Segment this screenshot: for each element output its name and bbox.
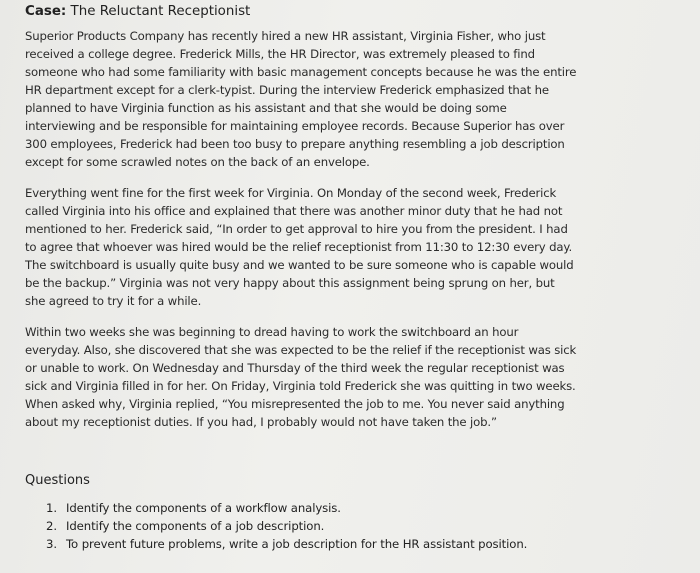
questions-heading: Questions: [25, 473, 90, 488]
question-text: Identify the components of a workflow analysis.: [66, 501, 341, 515]
case-title-text: The Reluctant Receptionist: [70, 4, 251, 19]
question-item: [46, 517, 672, 535]
question-number: 1.: [46, 501, 57, 515]
questions-list: [25, 499, 672, 553]
case-label: Case:: [25, 4, 67, 19]
question-text: To prevent future problems, write a job description for the HR assistant position.: [66, 537, 528, 551]
case-title: [25, 0, 672, 22]
case-paragraph-1: Superior Products Company has recently hired a new HR assistant, Virginia Fisher, who just received a college degree. Frederick Mills, the HR Director, was extremely pleased to find someone who had some familiarity with basic management concepts because he was the entire HR department except for a clerk-typist. During the interview Frederick emphasized that he planned to have Virginia function as his assistant and that she would be doing some interviewing and be responsible for maintaining employee records. Because Superior has over 300 employees, Frederick had been too busy to prepare anything resembling a job description except for some scrawled notes on the back of an envelope.: [25, 29, 577, 169]
question-item: [46, 535, 672, 553]
question-number: 2.: [46, 519, 57, 533]
question-item: [46, 499, 672, 517]
case-paragraph-2: Everything went fine for the first week for Virginia. On Monday of the second week, Frederick called Virginia into his office and explained that there was another minor duty that he had not mentioned to her. Frederick said, “In order to get approval to hire you from the president. I had to agree that whoever was hired would be the relief receptionist from 11:30 to 12:30 every day. The switchboard is usually quite busy and we wanted to be sure someone who is capable would be the backup.” Virginia was not very happy about this assignment being sprung on her, but she agreed to try it for a while.: [25, 186, 574, 308]
question-number: 3.: [46, 537, 57, 551]
question-text: Identify the components of a job description.: [66, 519, 325, 533]
case-paragraph-3: Within two weeks she was beginning to dread having to work the switchboard an hour everyday. Also, she discovered that she was expected to be the relief if the receptionist was sick or unable to work. On Wednesday and Thursday of the third week the regular receptionist was sick and Virginia filled in for her. On Friday, Virginia told Frederick she was quitting in two weeks. When asked why, Virginia replied, “You misrepresented the job to me. You never said anything about my receptionist duties. If you had, I probably would not have taken the job.”: [25, 325, 577, 429]
